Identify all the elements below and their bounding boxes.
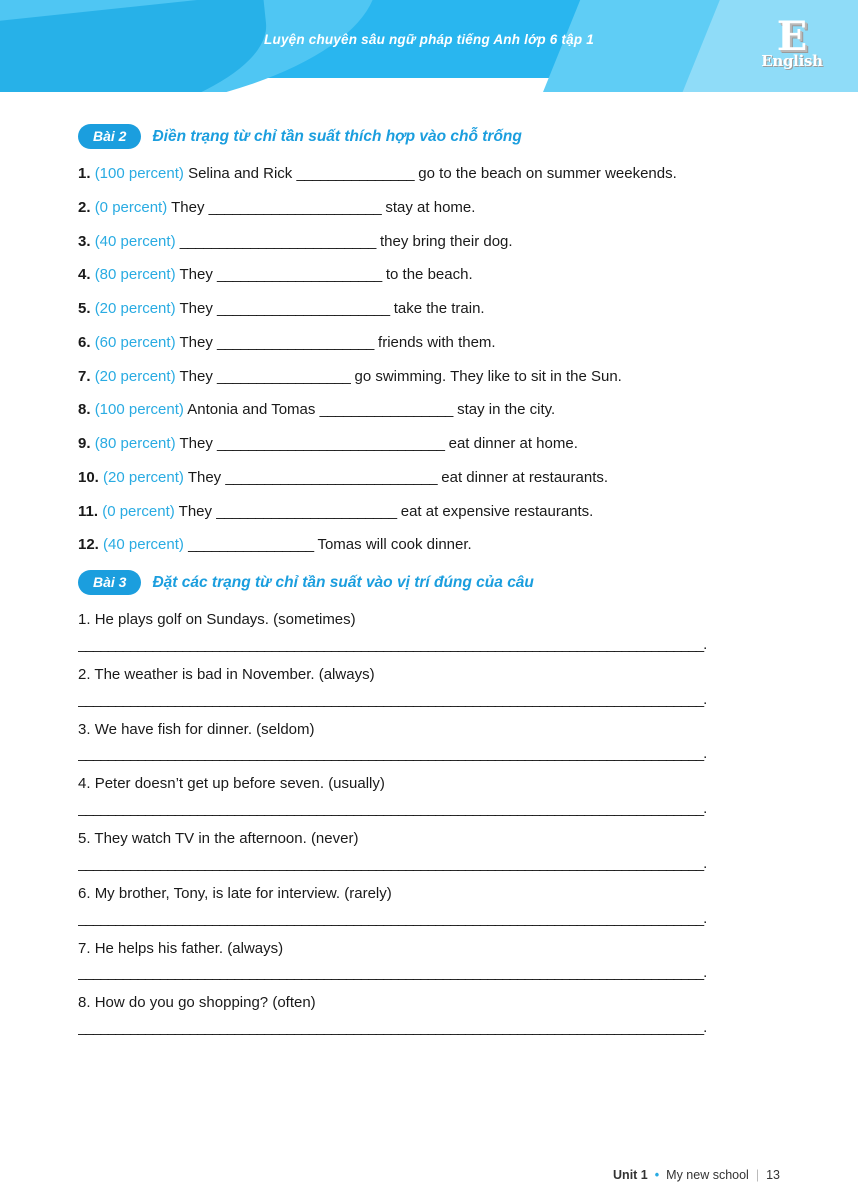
exercise-2-list bbox=[78, 165, 780, 555]
answer-blank[interactable]: _________________ bbox=[217, 367, 351, 385]
question-item bbox=[78, 611, 780, 630]
exercise-3-title: Đặt các trạng từ chỉ tần suất vào vị trí đúng của câu bbox=[152, 573, 534, 591]
footer-dot: • bbox=[654, 1168, 660, 1182]
question-after: eat dinner at restaurants. bbox=[441, 468, 609, 486]
question-item bbox=[78, 266, 780, 285]
question-cue: (rarely) bbox=[344, 884, 392, 902]
question-number: 3. bbox=[78, 232, 91, 250]
question-sentence: Peter doesn’t get up before seven. bbox=[94, 775, 325, 793]
question-item bbox=[78, 401, 780, 420]
question-before: They bbox=[187, 468, 222, 486]
question-cue: (20 percent) bbox=[103, 468, 184, 486]
question-number: 5. bbox=[78, 300, 91, 317]
question-cue: (often) bbox=[272, 994, 316, 1012]
page-footer bbox=[613, 1168, 780, 1182]
question-sentence: He helps his father. bbox=[94, 939, 224, 957]
answer-line[interactable]: ____________________________________________________________________________________. bbox=[78, 690, 707, 708]
question-sentence: We have fish for dinner. bbox=[94, 720, 252, 738]
question-item bbox=[78, 334, 780, 353]
footer-unit: Unit 1 bbox=[613, 1168, 648, 1182]
question-cue: (80 percent) bbox=[94, 266, 176, 284]
question-sentence: The weather is bad in November. bbox=[94, 665, 315, 683]
question-item bbox=[78, 199, 780, 218]
question-cue: (60 percent) bbox=[94, 333, 176, 351]
question-after: eat dinner at home. bbox=[448, 435, 578, 452]
answer-blank[interactable]: ______________________ bbox=[217, 300, 390, 317]
question-item bbox=[78, 165, 780, 184]
question-item bbox=[78, 233, 780, 252]
question-item bbox=[78, 940, 780, 959]
question-after: go to the beach on summer weekends. bbox=[418, 165, 677, 182]
question-before: They bbox=[179, 435, 213, 452]
question-cue: (usually) bbox=[328, 775, 385, 793]
footer-unit-title: My new school bbox=[666, 1168, 749, 1182]
answer-blank[interactable]: ________________ bbox=[188, 536, 314, 554]
question-number: 10. bbox=[78, 468, 99, 486]
exercise-2-title: Điền trạng từ chỉ tần suất thích hợp vào chỗ trống bbox=[152, 127, 522, 145]
answer-blank[interactable]: _______________________ bbox=[216, 502, 397, 520]
question-item bbox=[78, 775, 780, 794]
question-sentence: How do you go shopping? bbox=[94, 994, 269, 1012]
question-number: 8. bbox=[78, 401, 91, 419]
question-item bbox=[78, 368, 780, 387]
question-after: to the beach. bbox=[385, 266, 473, 284]
exercise-3-list bbox=[78, 611, 780, 1036]
question-item bbox=[78, 994, 780, 1013]
question-number: 1. bbox=[78, 611, 91, 628]
exercise-2-badge: Bài 2 bbox=[78, 124, 141, 149]
answer-line[interactable]: ____________________________________________________________________________________. bbox=[78, 854, 707, 872]
question-number: 11. bbox=[78, 502, 99, 520]
exercise-3-badge: Bài 3 bbox=[78, 570, 141, 595]
question-after: go swimming. They like to sit in the Sun. bbox=[354, 367, 622, 385]
question-item bbox=[78, 435, 780, 454]
exercise-3-heading bbox=[78, 570, 780, 595]
question-cue: (40 percent) bbox=[103, 536, 184, 554]
answer-blank[interactable]: _____________________ bbox=[217, 266, 382, 284]
question-cue: (never) bbox=[310, 830, 359, 847]
question-number: 6. bbox=[78, 333, 91, 351]
answer-blank[interactable]: _____________________________ bbox=[217, 435, 445, 452]
logo-letter-e: E bbox=[776, 13, 808, 60]
question-number: 5. bbox=[78, 830, 91, 847]
question-before: They bbox=[179, 367, 213, 385]
question-after: stay at home. bbox=[385, 198, 476, 216]
answer-blank[interactable]: ______________________ bbox=[208, 198, 382, 216]
question-number: 9. bbox=[78, 435, 91, 452]
answer-blank[interactable]: _________________________ bbox=[179, 232, 376, 250]
answer-line[interactable]: ____________________________________________________________________________________. bbox=[78, 800, 707, 817]
question-item bbox=[78, 830, 780, 849]
question-number: 2. bbox=[78, 665, 91, 683]
answer-line[interactable]: ____________________________________________________________________________________. bbox=[78, 745, 707, 763]
question-number: 6. bbox=[78, 884, 91, 902]
answer-blank[interactable]: _________________ bbox=[319, 401, 453, 419]
page-number: 13 bbox=[766, 1168, 780, 1182]
question-number: 1. bbox=[78, 165, 91, 182]
question-item bbox=[78, 666, 780, 685]
question-item bbox=[78, 885, 780, 904]
question-cue: (100 percent) bbox=[94, 401, 184, 419]
question-cue: (20 percent) bbox=[94, 300, 176, 317]
question-number: 4. bbox=[78, 266, 91, 284]
question-before: They bbox=[179, 266, 213, 284]
question-number: 7. bbox=[78, 367, 91, 385]
question-cue: (always) bbox=[318, 665, 375, 683]
question-before: Selina and Rick bbox=[188, 165, 293, 182]
question-number: 2. bbox=[78, 198, 91, 216]
book-title: Luyện chuyên sâu ngữ pháp tiếng Anh lớp 6 tập 1 bbox=[264, 31, 594, 47]
question-number: 3. bbox=[78, 720, 91, 738]
question-item bbox=[78, 300, 780, 319]
question-cue: (100 percent) bbox=[94, 165, 184, 182]
question-cue: (80 percent) bbox=[94, 435, 176, 452]
question-sentence: He plays golf on Sundays. bbox=[94, 611, 269, 628]
question-cue: (20 percent) bbox=[94, 367, 176, 385]
english-logo bbox=[744, 8, 840, 82]
question-item bbox=[78, 721, 780, 740]
question-item bbox=[78, 469, 780, 488]
question-cue: (40 percent) bbox=[94, 232, 176, 250]
logo-word-english: English bbox=[761, 52, 823, 70]
question-after: Tomas will cook dinner. bbox=[317, 536, 472, 554]
answer-blank[interactable]: ___________________________ bbox=[225, 468, 438, 486]
footer-separator: | bbox=[755, 1168, 760, 1182]
answer-blank[interactable]: _______________ bbox=[296, 165, 415, 182]
answer-line[interactable]: ____________________________________________________________________________________. bbox=[78, 909, 707, 927]
question-cue: (seldom) bbox=[256, 720, 315, 738]
question-before: They bbox=[179, 333, 213, 351]
question-before: They bbox=[178, 502, 213, 520]
answer-line[interactable]: ____________________________________________________________________________________. bbox=[78, 964, 707, 982]
question-cue: (always) bbox=[227, 939, 284, 957]
question-number: 8. bbox=[78, 994, 91, 1012]
question-sentence: They watch TV in the afternoon. bbox=[94, 830, 307, 847]
answer-line[interactable]: ____________________________________________________________________________________. bbox=[78, 635, 707, 653]
page-content bbox=[0, 92, 858, 1036]
question-item bbox=[78, 536, 780, 555]
answer-blank[interactable]: ____________________ bbox=[217, 333, 374, 351]
question-after: friends with them. bbox=[378, 333, 496, 351]
question-after: they bring their dog. bbox=[379, 232, 513, 250]
question-number: 7. bbox=[78, 939, 91, 957]
question-number: 4. bbox=[78, 775, 91, 793]
question-after: take the train. bbox=[393, 300, 485, 317]
question-number: 12. bbox=[78, 536, 99, 554]
question-item bbox=[78, 503, 780, 522]
question-cue: (0 percent) bbox=[94, 198, 168, 216]
question-before: Antonia and Tomas bbox=[187, 401, 316, 419]
question-before: They bbox=[171, 198, 205, 216]
question-after: eat at expensive restaurants. bbox=[400, 502, 594, 520]
page-header bbox=[0, 0, 858, 92]
question-cue: (0 percent) bbox=[102, 502, 175, 520]
question-cue: (sometimes) bbox=[273, 611, 356, 628]
exercise-2-heading bbox=[78, 124, 780, 149]
question-after: stay in the city. bbox=[457, 401, 556, 419]
question-before: They bbox=[179, 300, 213, 317]
question-sentence: My brother, Tony, is late for interview. bbox=[94, 884, 341, 902]
answer-line[interactable]: ____________________________________________________________________________________. bbox=[78, 1019, 707, 1036]
